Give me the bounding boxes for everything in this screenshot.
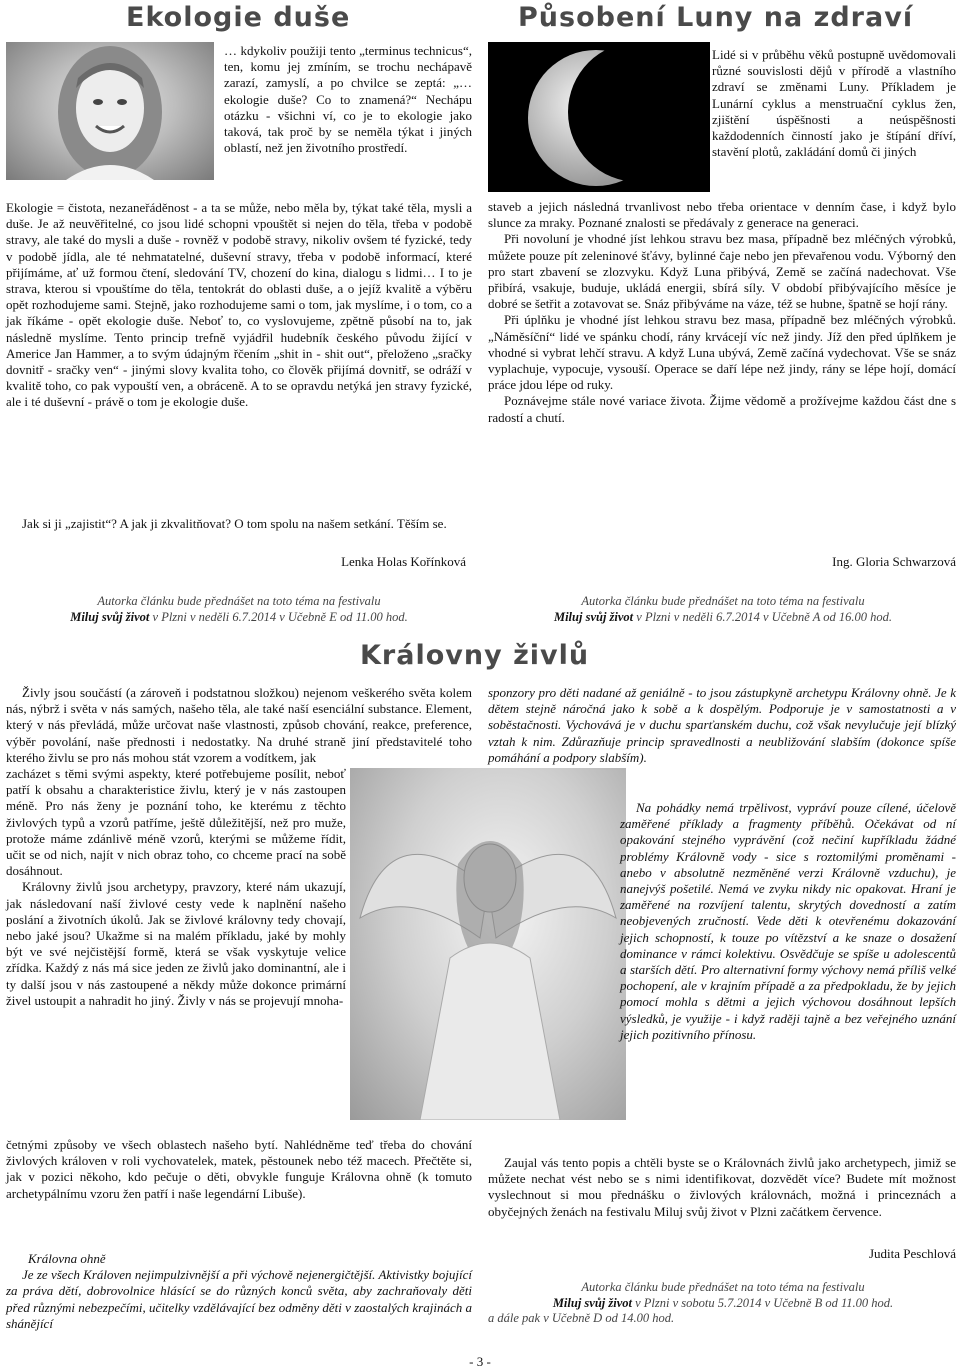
ekologie-photo [6,42,214,180]
ekologie-question: Jak si ji „zajistit“? A jak ji zkvalitňovat? O tom spolu na našem setkání. Těším se. [22,516,447,531]
kralovny-left-col-wrap: zacházet s těmi svými aspekty, které potřebujeme posílit, neboť patří k obsahu a charakteristice živlu, který je v nás zastoupen méně. Pro nás ženy je poznání toho, ke kterému z těchto živlových typů a vzorů patříme, ještě důležitější, než pro muže, protože máme zdánlivě méně vzorů, kterými se můžeme řídit, učit se od nich, najít v nich obraz toho, co chceme prací na sobě dosáhnout. Královny živlů jsou archetypy, pravzory, které nám ukazují, jak následovaní naší živlové cesty vede k naplnění našeho poslání a životních úkolů. Jak se živlové královny tedy chovají, nebo jaké jsou? Ukažme si na malém příkladu, jaké by mohly být ve své nejčistější formě, která se však vyskytuje velice zřídka. Každý z nás má sice jeden ze živlů jako dominantní, ale i ty další jsou v nás zastoupené a někdy může dokonce primární živel ustoupit a nahradit ho jiný. Živly v nás se projevují mnoha- [6,766,346,1008]
kralovny-festival-note: Autorka článku bude přednášet na toto téma na festivalu Miluj svůj život v Plzni v sobotu 5.7.2014 v Učebně B od 11.00 hod. a dále pak v Učebně D od 14.00 hod. [488,1280,894,1325]
kralovny-right-col-bottom: Zaujal vás tento popis a chtěli byste se o Královnách živlů jako archetypech, jimiž se můžete nechat vést nebo se s nimi identifikovat, dozvědět více? Budete mít možnost vyslechnout si mou přednášku o živlových královnách, možná i princeznách a obyčejných ženách na festivalu Miluj svůj život v Plzni začátkem července. [488,1155,956,1219]
kralovna-ohne-section: Královna ohně Je ze všech Královen nejimpulzivnější a při výchově nejenergičtější. Aktivistky bojující za práva dětí, dobrovolnice hlásící se do různých konců světa, aby zachraňovaly děti před různými nebezpečími, učitelky vzdělávající bez odměny děti v zaostalých krajinách a shánějící [6,1251,472,1331]
kralovna-ohne-heading: Královna ohně [28,1251,106,1266]
luna-intro: Lidé si v průběhu věků postupně uvědomovali různé souvislosti dějů v přírodě a vlastního zdraví se změnami Luny. Příkladem je Lunární cyklus a menstruační cyklus žen, zjištění úspěšnosti a neúspěšnosti každodenních činností jako je štípání dříví, stavění plotů, zakládání domů či jiných [712,47,956,160]
luna-title: Působení Luny na zdraví [518,2,914,33]
kralovny-author: Judita Peschlová [868,1246,956,1261]
festival-name: Miluj svůj život [552,1295,632,1310]
page-number: - 3 - [469,1354,491,1369]
luna-author: Ing. Gloria Schwarzová [832,554,956,569]
ekologie-title: Ekologie duše [126,2,351,33]
kralovny-right-col-wrap: Na pohádky nemá trpělivost, vypráví pouze cílené, účelově zaměřené příklady a fragmenty příběhů. Očekávat od ní opakování stejného vyprávění (což nečiní kupříkladu žádné problémy Královně vody - sice s roztomilými proměnami - anebo v absolutně nezměněné verzi Královně vzduchu), je nanejvýš pošetilé. Nemá ve zvyku nikdy nic opakovat. Hraní je zaměřené na rozvíjení talentu, skrytých dovedností a zatím neobjevených zručností. Vede děti k otevřenému dokazování jejich schopností, k touze po vítězství a ke snaze o dosažení dominance v rámci kolektivu. Osvědčuje se spíše u adolescentů a starších dětí. Pro alternativní formy výchovy nemá příliš velké pochopení, ale v krajním případě a za předpokladu, že by jejich pomocí mohla s dětmi a jejich výchovou dosáhnout lepších výsledků, je využije - i když raději tajně a bez veřejného uznání jejich pozitivního přínosu. [620,800,956,1042]
kralovny-right-col-top: sponzory pro děti nadané až geniálně - to jsou zástupkyně archetypu Královny ohně. Je k dětem stejně náročná jako k sobě a k dospělým. Podporuje je v samostatnosti a v soběstačnosti. Vychovává je v duchu sparťanském duchu, což však nevylučuje její blízký vztah k nim. Zdůrazňuje princip spravedlnosti a neubližování slabším (dokonce spíše pomáhání a podpory slabším). [488,685,956,765]
ekologie-festival-note: Autorka článku bude přednášet na toto téma na festivalu Miluj svůj život v Plzni v neděli 6.7.2014 v Učebně E od 11.00 hod. [70,594,408,624]
angel-illustration [350,768,626,1120]
festival-name: Miluj svůj život [553,609,634,624]
ekologie-intro: … kdykoliv použiji tento „terminus technicus“, ten, komu jej zmíním, se trochu nechápavě zarazí, zamyslí, a po chvilce se zeptá: „…ekologie duše? Co to znamená?“ Nechápu otázku - všichni ví, co je to ekologie jako taková, tak proč by se neměla týkat i jiných oblastí, než jen životního prostředí. [224,43,472,156]
kralovny-intro: Živly jsou součástí (a zároveň i podstatnou složkou) nejenom veškerého světa kolem nás, nýbrž i světa v nás samých, našeho těla, ale také naší esenciální substance. Element, který v nás převládá, může určovat naše vlastnosti, způsob chování, reakce, preference, výběr povolání, naše přednosti i nedostatky. Na druhé straně jiní představitelé toho kterého živlu se pro nás mohou stát vzorem a vodítkem, jak [6,685,472,765]
ekologie-author: Lenka Holas Kořínková [341,554,466,569]
luna-body: staveb a jejich následná trvanlivost nebo třeba orientace v denním čase, i když bylo slunce za mraky. Poznané znalosti se předávaly z generace na generaci. Při novoluní je vhodné jíst lehkou stravu bez masa, případně bez mléčných výrobků, můžete pouze pít zeleninové šťávy, bylinné čaje nebo jen převařenou vodu. Výborný den pro start zbavení se zlozvyku. Když Luna přibývá, Země se začíná nadechovat. Vše přibírá, vsakuje, buduje, ukládá energii, sbírá síly. V období přibývajícího měsíce je dobré se šetřit a zotavovat se. Snáz přibýváme na váze, též se hubne, špatně se hojí rány. Při úplňku je vhodné jíst lehkou stravu bez masa, případně bez mléčných výrobků. „Náměsíční“ lidé ve spánku chodí, rány krvácejí víc než jindy. Jíž den před úplňkem je vhodné si vybrat lehčí stravu. A když Luna ubývá, Země začíná vydechovat. Vše se snáz vyplachuje, vypocuje, vysouší. Operace se daří lépe než jindy, rány se lépe hojí, domácí práce jdou lépe od ruky. Poznávejme stále nové variace života. Žijme vědomě a prožívejme každou část dne s radostí a chutí. [488,199,956,425]
luna-festival-note: Autorka článku bude přednášet na toto téma na festivalu Miluj svůj život v Plzni v neděli 6.7.2014 v Učebně A od 16.00 hod. [553,594,893,624]
kralovny-title: Královny živlů [360,640,590,671]
moon-photo [488,42,710,192]
ekologie-body: Ekologie = čistota, nezaneřáděnost - a ta se může, nebo měla by, týkat také těla, mysli a duše. Je až neuvěřitelné, co jsou lidé schopni vpouštět si nejen do těla, třeba v podobě stravy, ale také do mysli a duše - rovněž v podobě stravy, nikoliv ovšem té fyzické, tedy v podobě jídla, ale té nehmatatelné, duševní stravy, třeba v podobě informací, které přijímáme, ať už formou čtení, sledování TV, chození do kina, dialogu s lidmi… I to je strava, kterou si vpouštíme do těla, tentokrát do oblasti duše, a o jejíž kvalitě a výběru opět rozhodujeme sami. Stejně, jako rozhodujeme sami o tom, jak myslíme, i o tom, co a jak říkáme - opět ekologie duše. Neboť to, co vyslovujeme, zpětně působí na to, jak následně myslíme. Tento princip trefně vyjádřil hudebník českého původu žijící v Americe Jan Hammer, a to svým údajným řčením „shit in - shit out“, přeloženo „sračky dovnitř - sračky ven“ - jinými slovy kvalita toho, co člověk přijímá dovnitř, se odráží v kvalitě toho, co pak vypouští ven, a obráceně. A to se opravdu netýká jen stravy fyzické, ale i té duševní - právě o tom je ekologie duše. [6,200,472,410]
festival-name: Miluj svůj život [70,609,150,624]
kralovny-left-col-full: četnými způsoby ve všech oblastech našeho bytí. Nahlédněme teď třeba do chování živlových královen v roli vychovatelek, matek, pěstounek nebo též macech. Přečtěte si, jak v pozici někoho, kdo pečuje o děti, obvykle funguje Královna ohně (k tomuto archetypálnímu vzoru žen patří i naše legendární Libuše). [6,1137,472,1201]
woman-portrait-icon [6,42,214,180]
moon-icon [488,42,710,192]
angel-icon [350,768,626,1120]
